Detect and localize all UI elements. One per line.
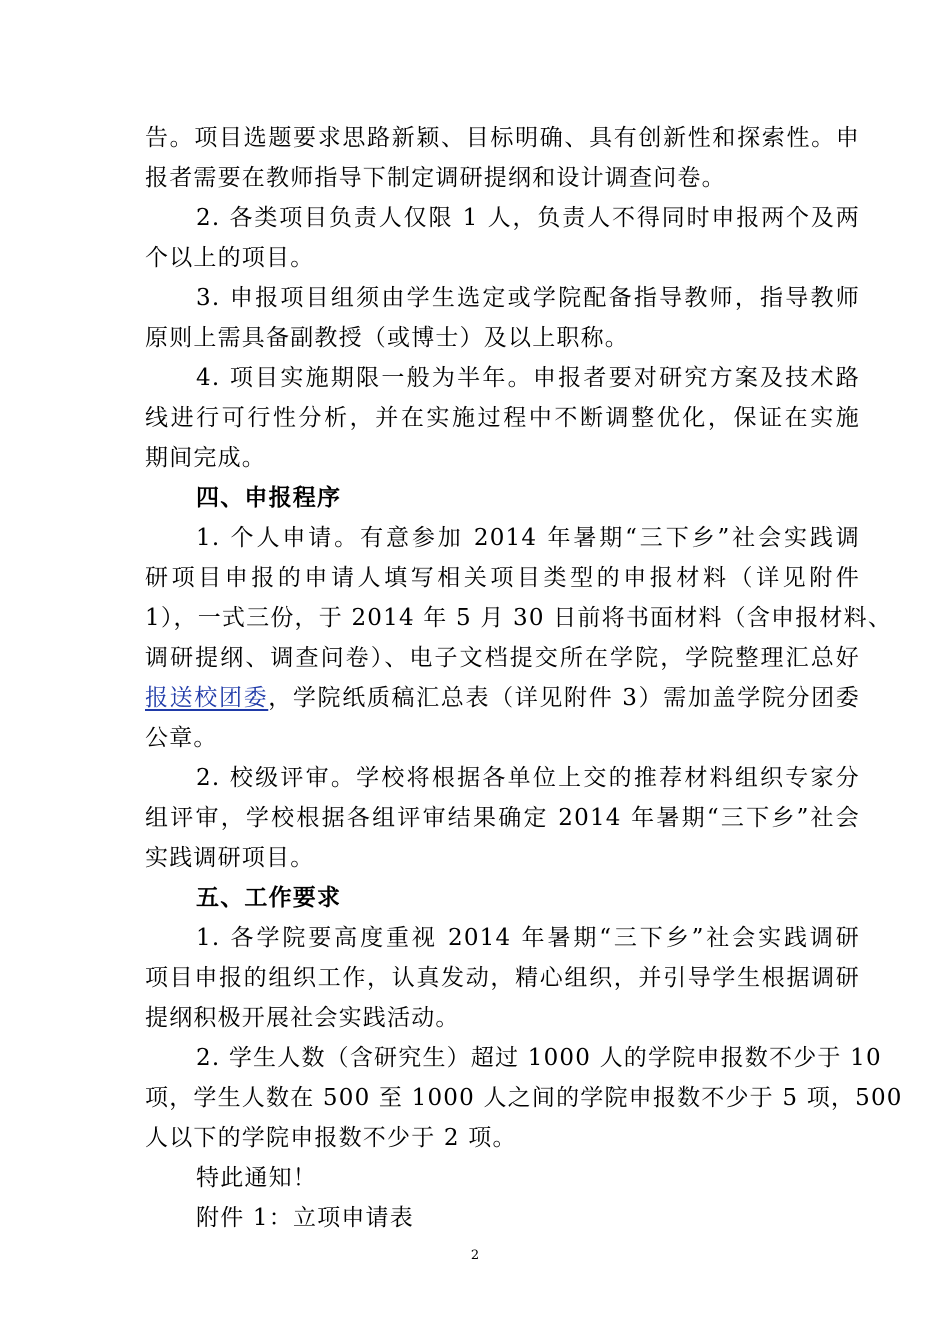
attachment-line: 附件 1：立项申请表	[196, 1205, 414, 1231]
closing-notice: 特此通知！	[196, 1165, 317, 1191]
paragraph-line: 个以上的项目。	[145, 245, 315, 271]
paragraph-line: 3. 申报项目组须由学生选定或学院配备指导教师，指导教师	[196, 285, 860, 311]
paragraph-line: 组评审，学校根据各组评审结果确定 2014 年暑期“三下乡”社会	[145, 805, 860, 831]
paragraph-line: 4. 项目实施期限一般为半年。申报者要对研究方案及技术路	[196, 365, 860, 391]
link-submit-to-youth-league[interactable]: 报送校团委	[145, 685, 269, 711]
paragraph-line: 2. 各类项目负责人仅限 1 人，负责人不得同时申报两个及两	[196, 205, 860, 231]
section-heading-requirements: 五、工作要求	[196, 884, 342, 911]
paragraph-line: 报者需要在教师指导下制定调研提纲和设计调查问卷。	[145, 165, 726, 191]
paragraph-line: 期间完成。	[145, 445, 266, 471]
paragraph-line: 2. 学生人数（含研究生）超过 1000 人的学院申报数不少于 10	[196, 1045, 882, 1071]
paragraph-line: 告。项目选题要求思路新颖、目标明确、具有创新性和探索性。申	[145, 125, 860, 151]
paragraph-line-rest: ，学院纸质稿汇总表（详见附件 3）需加盖学院分团委	[268, 685, 860, 711]
paragraph-line: 实践调研项目。	[145, 845, 315, 871]
document-body	[145, 118, 903, 1238]
paragraph-line: 原则上需具备副教授（或博士）及以上职称。	[145, 325, 629, 351]
paragraph-line: 1），一式三份，于 2014 年 5 月 30 日前将书面材料（含申报材料、	[145, 605, 893, 631]
paragraph-line: 项目申报的组织工作，认真发动，精心组织，并引导学生根据调研	[145, 965, 860, 991]
paragraph-line: 提纲积极开展社会实践活动。	[145, 1005, 460, 1031]
paragraph-line-with-link	[145, 678, 860, 718]
paragraph-line: 1. 各学院要高度重视 2014 年暑期“三下乡”社会实践调研	[196, 925, 860, 951]
paragraph-line: 研项目申报的申请人填写相关项目类型的申报材料（详见附件	[145, 565, 860, 591]
paragraph-line: 线进行可行性分析，并在实施过程中不断调整优化，保证在实施	[145, 405, 860, 431]
paragraph-line: 调研提纲、调查问卷）、电子文档提交所在学院，学院整理汇总好	[145, 645, 860, 671]
page-number: 2	[470, 1248, 480, 1263]
paragraph-line: 1. 个人申请。有意参加 2014 年暑期“三下乡”社会实践调	[196, 525, 860, 551]
paragraph-line: 2. 校级评审。学校将根据各单位上交的推荐材料组织专家分	[196, 765, 860, 791]
paragraph-line: 公章。	[145, 725, 218, 751]
paragraph-line: 人以下的学院申报数不少于 2 项。	[145, 1125, 517, 1151]
section-heading-procedure: 四、申报程序	[196, 484, 342, 511]
paragraph-line: 项，学生人数在 500 至 1000 人之间的学院申报数不少于 5 项，500	[145, 1085, 903, 1111]
